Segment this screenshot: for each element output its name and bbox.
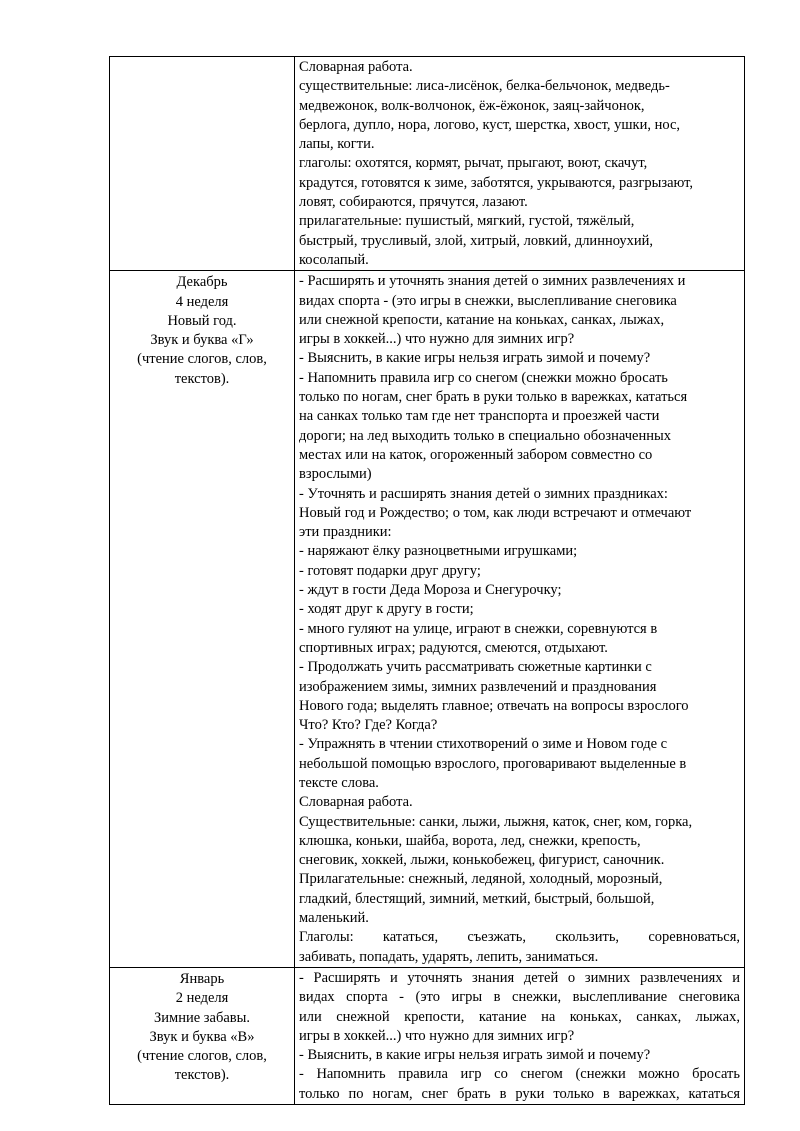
content-line: - Расширять и уточнять знания детей о зимних развлечениях и	[299, 273, 686, 290]
content-line: Словарная работа.	[299, 59, 413, 75]
content-line: - Выяснить, в какие игры нельзя играть зимой и почему?	[299, 1047, 651, 1064]
content-line: - много гуляют на улице, играют в снежки, соревнуются в	[299, 620, 658, 637]
content-line: спортивных играх; радуются, смеются, отдыхают.	[299, 639, 608, 656]
content-line: гладкий, блестящий, зимний, меткий, быстрый, большой,	[299, 890, 655, 907]
content-line: забивать, попадать, ударять, лепить, заниматься.	[299, 948, 599, 965]
content-line: глаголы: охотятся, кормят, рычат, прыгают, воют, скачут,	[299, 155, 648, 172]
period-line: Звук и буква «Г»	[150, 332, 254, 349]
content-line: игры в хоккей...) что нужно для зимних игр?	[299, 331, 575, 348]
content-line: тексте слова.	[299, 774, 379, 791]
period-line: Зимние забавы.	[154, 1009, 250, 1026]
content-line: крадутся, готовятся к зиме, заботятся, укрываются, разгрызают,	[299, 174, 694, 191]
content-line: изображением зимы, зимних развлечений и празднования	[299, 678, 657, 695]
content-line: косолапый.	[299, 251, 369, 268]
content-cell	[295, 57, 745, 271]
content-line: Словарная работа.	[299, 794, 413, 811]
content-line: - Расширять и уточнять знания детей о зимних развлечениях и	[299, 969, 740, 986]
content-line: ловят, собираются, прячутся, лазают.	[299, 194, 528, 211]
content-line: Что? Кто? Где? Когда?	[299, 717, 438, 734]
content-line: взрослыми)	[299, 466, 372, 483]
content-cell	[295, 271, 745, 968]
content-line: Новый год и Рождество; о том, как люди встречают и отмечают	[299, 504, 692, 521]
content-line: - Упражнять в чтении стихотворений о зиме и Новом годе с	[299, 736, 668, 753]
content-line: существительные: лиса-лисёнок, белка-бельчонок, медведь-	[299, 78, 670, 95]
content-line: - ходят друг к другу в гости;	[299, 601, 474, 618]
period-line: (чтение слогов, слов,	[137, 1048, 267, 1065]
content-line: небольшой помощью взрослого, проговаривают выделенные в	[299, 755, 687, 772]
content-line: - Выяснить, в какие игры нельзя играть зимой и почему?	[299, 350, 651, 367]
content-line: - наряжают ёлку разноцветными игрушками;	[299, 543, 578, 560]
table-row	[110, 57, 745, 271]
table-row	[110, 271, 745, 968]
content-line: Глаголы: кататься, съезжать, скользить, соревноваться,	[299, 929, 740, 946]
content-line: - Уточнять и расширять знания детей о зимних праздниках:	[299, 485, 668, 502]
content-line: маленький.	[299, 910, 369, 927]
content-line: снеговик, хоккей, лыжи, конькобежец, фигурист, саночник.	[299, 852, 665, 869]
content-line: - Напомнить правила игр со снегом (снежки можно бросать	[299, 369, 668, 386]
content-line: или снежной крепости, катание на коньках, санках, лыжах,	[299, 311, 665, 328]
content-line: Прилагательные: снежный, ледяной, холодный, морозный,	[299, 871, 663, 888]
content-line: на санках только там где нет транспорта и проезжей части	[299, 408, 660, 425]
content-line: прилагательные: пушистый, мягкий, густой, тяжёлый,	[299, 213, 635, 230]
period-cell	[110, 967, 295, 1104]
content-line: быстрый, трусливый, злой, хитрый, ловкий, длинноухий,	[299, 232, 654, 249]
content-line: лапы, когти.	[299, 136, 375, 153]
period-cell	[110, 271, 295, 968]
period-line: Декабрь	[176, 274, 228, 291]
content-line: - готовят подарки друг другу;	[299, 562, 481, 579]
period-cell	[110, 57, 295, 271]
content-line: только по ногам, снег брать в руки только в варежках, кататься	[299, 389, 688, 406]
content-line: игры в хоккей...) что нужно для зимних игр?	[299, 1027, 575, 1044]
content-cell	[295, 967, 745, 1104]
content-line: дороги; на лед выходить только в специально обозначенных	[299, 427, 671, 444]
period-line: Звук и буква «В»	[149, 1028, 255, 1045]
content-line: - Продолжать учить рассматривать сюжетные картинки с	[299, 659, 652, 676]
content-line: местах или на каток, огороженный забором совместно со	[299, 446, 653, 463]
plan-table	[109, 56, 745, 1105]
content-line: медвежонок, волк-волчонок, ёж-ёжонок, заяц-зайчонок,	[299, 97, 645, 114]
content-line: только по ногам, снег брать в руки только в варежках, кататься	[299, 1085, 740, 1102]
period-line: текстов).	[174, 1067, 230, 1084]
content-line: или снежной крепости, катание на коньках, санках, лыжах,	[299, 1008, 740, 1025]
content-line: - Напомнить правила игр со снегом (снежки можно бросать	[299, 1066, 740, 1083]
period-line: Новый год.	[167, 312, 237, 329]
period-line: текстов).	[174, 370, 230, 387]
period-line: 4 неделя	[175, 293, 229, 310]
content-line: клюшка, коньки, шайба, ворота, лед, снежки, крепость,	[299, 832, 641, 849]
content-line: видах спорта - (это игры в снежки, выслепливание снеговика	[299, 989, 740, 1006]
content-line: - ждут в гости Деда Мороза и Снегурочку;	[299, 582, 562, 599]
content-line: видах спорта - (это игры в снежки, выслепливание снеговика	[299, 292, 677, 309]
period-line: (чтение слогов, слов,	[137, 351, 267, 368]
period-line: 2 неделя	[175, 990, 229, 1007]
table-row	[110, 967, 745, 1104]
period-line: Январь	[179, 970, 225, 987]
content-line: эти праздники:	[299, 524, 392, 541]
content-line: Существительные: санки, лыжи, лыжня, каток, снег, ком, горка,	[299, 813, 693, 830]
content-line: берлога, дупло, нора, логово, куст, шерстка, хвост, ушки, нос,	[299, 116, 681, 133]
content-line: Нового года; выделять главное; отвечать на вопросы взрослого	[299, 697, 689, 714]
